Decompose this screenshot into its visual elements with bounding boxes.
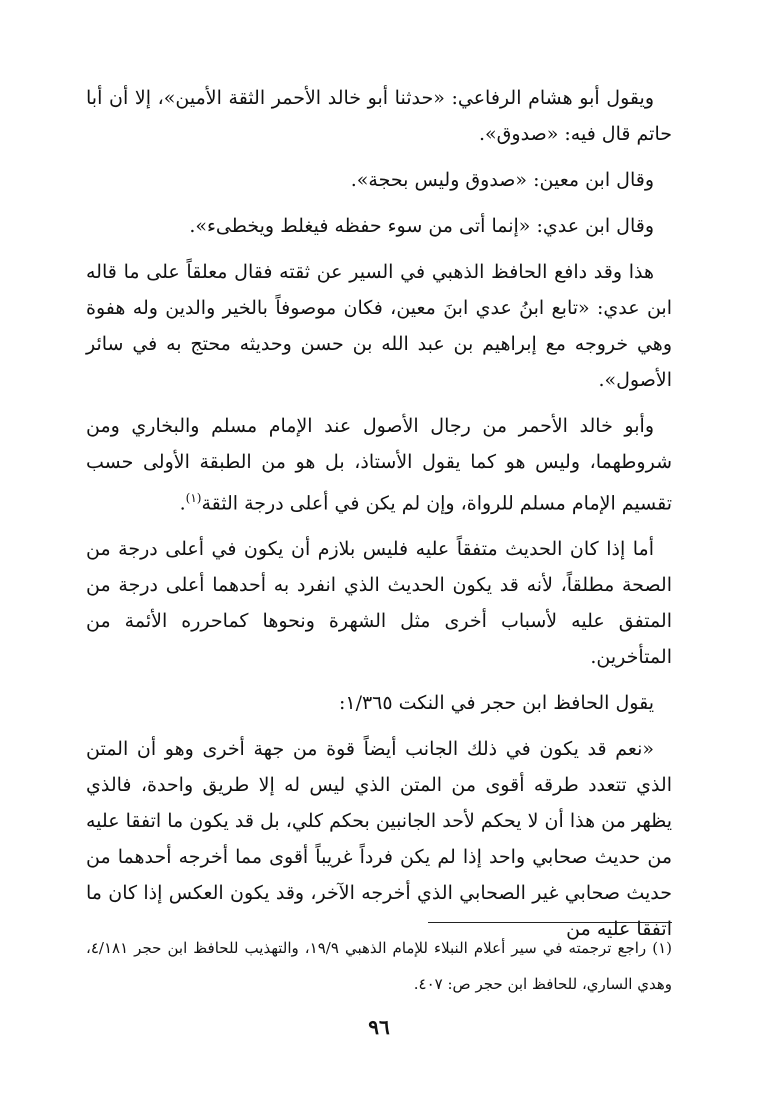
paragraph: أما إذا كان الحديث متفقاً عليه فليس بلازم أن يكون في أعلى درجة من الصحة مطلقاً، لأنه قد يكون الحديث الذي انفرد به أحدهما أعلى درجة من المتفق عليه لأسباب أخرى مثل الشهرة ونحوها كماحرره الأئمة من المتأخرين. bbox=[86, 538, 672, 669]
footnote-reference: (١) bbox=[185, 491, 202, 505]
footnote: (١) راجع ترجمته في سير أعلام النبلاء للإمام الذهبي ١٩/٩، والتهذيب للحافظ ابن حجر ٤/١٨١، وهدي الساري، للحافظ ابن حجر ص: ٤٠٧. bbox=[86, 939, 672, 993]
paragraph: وقال ابن معين: «صدوق وليس بحجة». bbox=[350, 169, 654, 191]
paragraph: «نعم قد يكون في ذلك الجانب أيضاً قوة من جهة أخرى وهو أن المتن الذي تتعدد طرقه أقوى من المتن الذي ليس له إلا طريق واحدة، فالذي يظهر من هذا أن لا يحكم لأحد الجانبين بحكم كلي، بل قد يكون ما اتفقا عليه من حديث صحابي واحد إذا لم يكن فرداً غريباً أقوى مما أخرجه أحدهما من حديث صحابي غير الصحابي الذي أخرجه الآخر، وقد يكون العكس إذا كان ما اتفقا عليه من bbox=[86, 738, 672, 941]
paragraph: وقال ابن عدي: «إنما أتى من سوء حفظه فيغلط ويخطىء». bbox=[189, 215, 654, 237]
paragraph: هذا وقد دافع الحافظ الذهبي في السير عن ثقته فقال معلقاً على ما قاله ابن عدي: «تابع ابنُ عدي ابنَ معين، فكان موصوفاً بالخير والدين وله هفوة وهي خروجه مع إبراهيم بن عبد الله بن حسن وحديثه محتج به في سائر الأصول». bbox=[86, 261, 672, 391]
paragraph: ويقول أبو هشام الرفاعي: «حدثنا أبو خالد الأحمر الثقة الأمين»، إلا أن أبا حاتم قال فيه: «صدوق». bbox=[86, 87, 672, 145]
paragraph bbox=[86, 408, 672, 521]
footnote-divider bbox=[428, 922, 672, 923]
main-text bbox=[86, 80, 672, 947]
paragraph-tail: . bbox=[179, 492, 186, 515]
page-number: ٩٦ bbox=[368, 1015, 390, 1039]
paragraph: يقول الحافظ ابن حجر في النكت ١/٣٦٥: bbox=[338, 692, 654, 715]
paragraph-text: وأبو خالد الأحمر من رجال الأصول عند الإمام مسلم والبخاري ومن شروطهما، وليس هو كما يقول الأستاذ، بل هو من الطبقة الأولى حسب تقسيم الإمام مسلم للرواة، وإن لم يكن في أعلى درجة الثقة bbox=[86, 415, 672, 515]
footnotes bbox=[86, 930, 672, 1002]
